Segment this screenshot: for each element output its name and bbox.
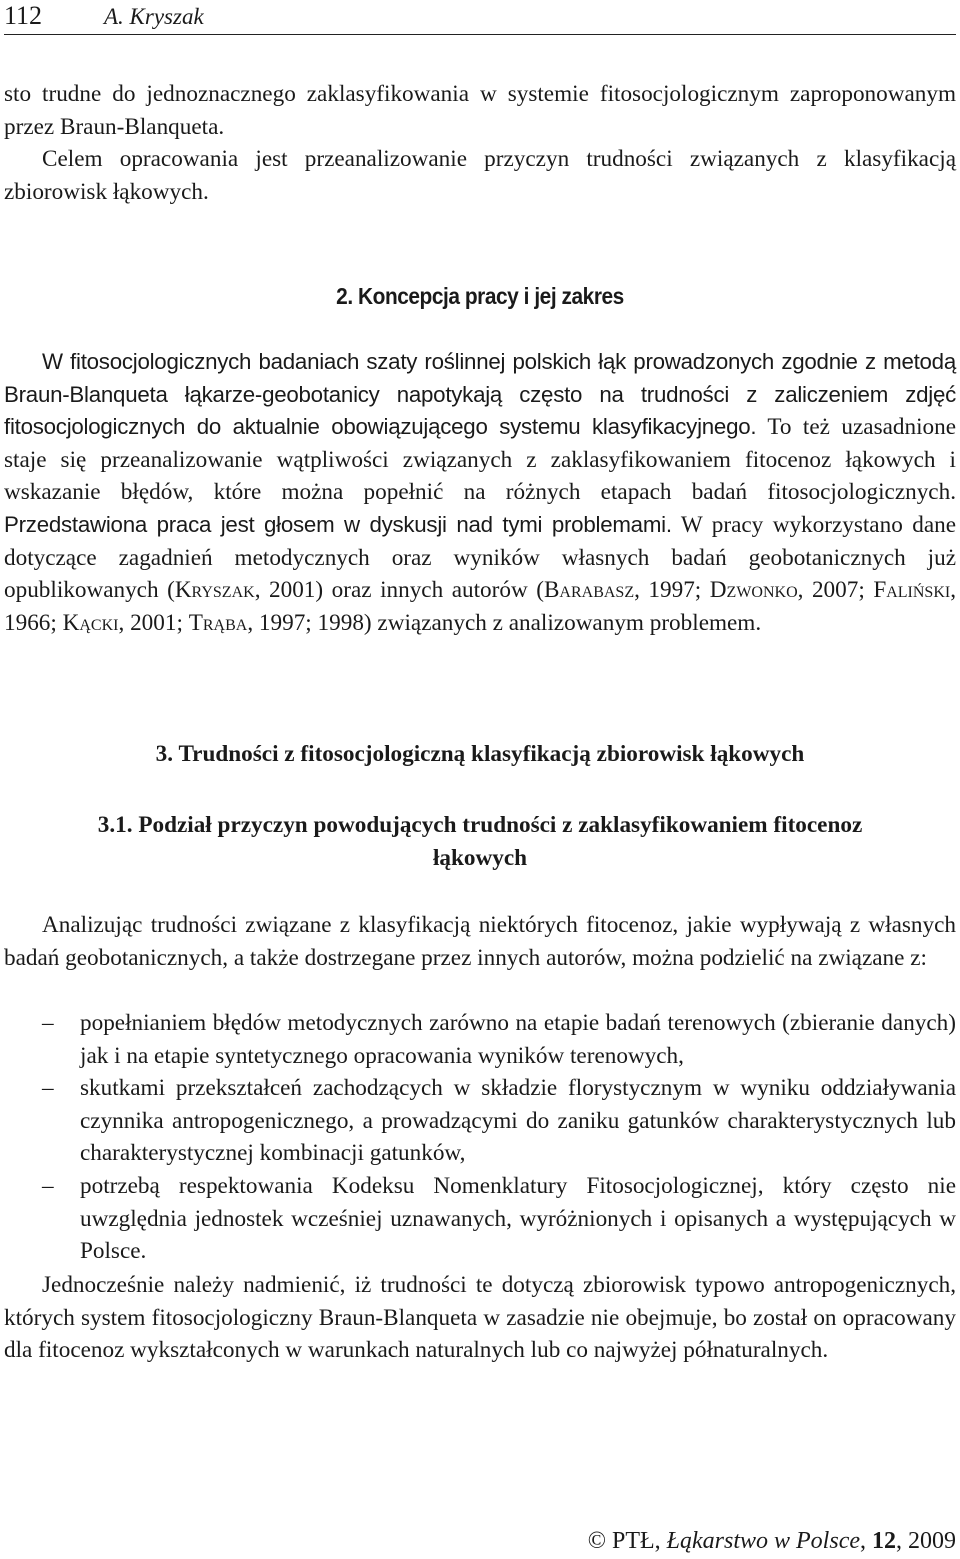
citation-traba-year: , 1997; 1998) związanych z analizowanym problemem. [247, 609, 762, 636]
list-item [4, 1072, 956, 1170]
cause-list [4, 1007, 956, 1268]
citation-dzwonko: Dzwonko [709, 577, 798, 604]
list-item [4, 1007, 956, 1072]
section-2-heading: 2. Koncepcja pracy i jej zakres [336, 283, 624, 309]
list-item-text: potrzebą respektowania Kodeksu Nomenklatury Fitosocjologicznej, który często nie uwzględnia jednostek wcześniej uznawanych, wyróżnionych i opisanych a występujących w Polsce. [80, 1172, 956, 1265]
citation-kacki: Kącki [62, 609, 119, 636]
list-item-text: popełnianiem błędów metodycznych zarówno na etapie badań terenowych (zbieranie danych) jak i na etapie syntetycznego opracowania wyników terenowych, [80, 1010, 956, 1069]
page-number: 112 [4, 1, 43, 30]
citation-barabasz: Barabasz [543, 577, 635, 604]
footer-volume: 12 [872, 1528, 896, 1554]
section-2-part-3: Przedstawiona praca jest głosem w dyskusji nad tymi problemami. [4, 511, 672, 537]
list-item [4, 1170, 956, 1268]
citation-kryszak-year: , 2001) oraz innych autorów ( [254, 577, 544, 604]
intro-paragraph-1: sto trudne do jednoznacznego zaklasyfikowania w systemie fitosocjologicznym zaproponowanym przez Braun-Blanqueta. [4, 81, 956, 140]
section-3-intro: Analizując trudności związane z klasyfikacją niektórych fitocenoz, jakie wypływają z własnych badań geobotanicznych, a także dostrzegane przez innych autorów, można podzielić na związane z: [4, 912, 956, 971]
citation-barabasz-year: , 1997; [634, 577, 710, 604]
list-item-text: skutkami przekształceń zachodzących w składzie florystycznym w wyniku oddziaływania czynnika antropogenicznego, a prowadzącymi do zaniku gatunków charakterystycznych lub charakterystycznej kombinacji gatunków, [80, 1075, 956, 1167]
footer-journal: Łąkarstwo w Polsce [666, 1528, 860, 1554]
section-3-1-heading [0, 809, 960, 874]
footer-year: , 2009 [896, 1528, 956, 1554]
closing-paragraph: Jednocześnie należy nadmienić, iż trudności te dotyczą zbiorowisk typowo antropogenicznych, których system fitosocjologiczny Braun-Blanqueta w zasadzie nie obejmuje, bo został on opracowany dla fitocenoz wykształconych w warunkach naturalnych lub co najwyżej półnaturalnych. [4, 1272, 956, 1364]
citation-falinski: Faliński [873, 577, 951, 604]
intro-paragraph-2: Celem opracowania jest przeanalizowanie przyczyn trudności związanych z klasyfikacją zbiorowisk łąkowych. [4, 146, 956, 205]
running-author: A. Kryszak [104, 4, 204, 29]
citation-dzwonko-year: , 2007; [797, 577, 874, 604]
section-2-paragraph [4, 346, 956, 639]
section-2-part-2: To też uzasadnione staje się przeanalizowanie wątpliwości związanych z zaklasyfikowaniem fitocenoz łąkowych i wskazanie błędów, które można popełnić na różnych etapach badań fitosocjologicznych. [4, 414, 956, 506]
section-2-part-1: W fitosocjologicznych badaniach szaty roślinnej polskich łąk prowadzonych zgodnie z metodą Braun-Blanqueta łąkarze-geobotanicy napotykają często na trudności z zaliczeniem zdjęć fitosocjologicznych do aktualnie obowiązującego systemu klasyfikacyjnego. [4, 349, 956, 440]
dash-bullet: – [42, 1172, 54, 1199]
citation-traba: Trąba [188, 609, 248, 636]
citation-falinski-year: , 1966; [4, 577, 957, 636]
section-2-part-4: W pracy wykorzystano dane dotyczące zagadnień metodycznych oraz wyników własnych badań geobotanicznych już opublikowanych ( [4, 511, 957, 604]
footer-copyright: © PTŁ, [587, 1528, 667, 1554]
dash-bullet: – [42, 1010, 54, 1036]
section-3-1-heading-line-2: łąkowych [432, 844, 528, 871]
footer-sep: , [860, 1528, 872, 1554]
section-3-1-heading-line-1: 3.1. Podział przyczyn powodujących trudności z zaklasyfikowaniem fitocenoz [97, 812, 863, 838]
citation-kryszak: Kryszak [174, 577, 255, 604]
section-3-heading: 3. Trudności z fitosocjologiczną klasyfikacją zbiorowisk łąkowych [155, 741, 805, 767]
citation-kacki-year: , 2001; [118, 609, 189, 636]
running-header [4, 0, 956, 35]
footer-citation [588, 1526, 956, 1556]
dash-bullet: – [42, 1075, 54, 1102]
